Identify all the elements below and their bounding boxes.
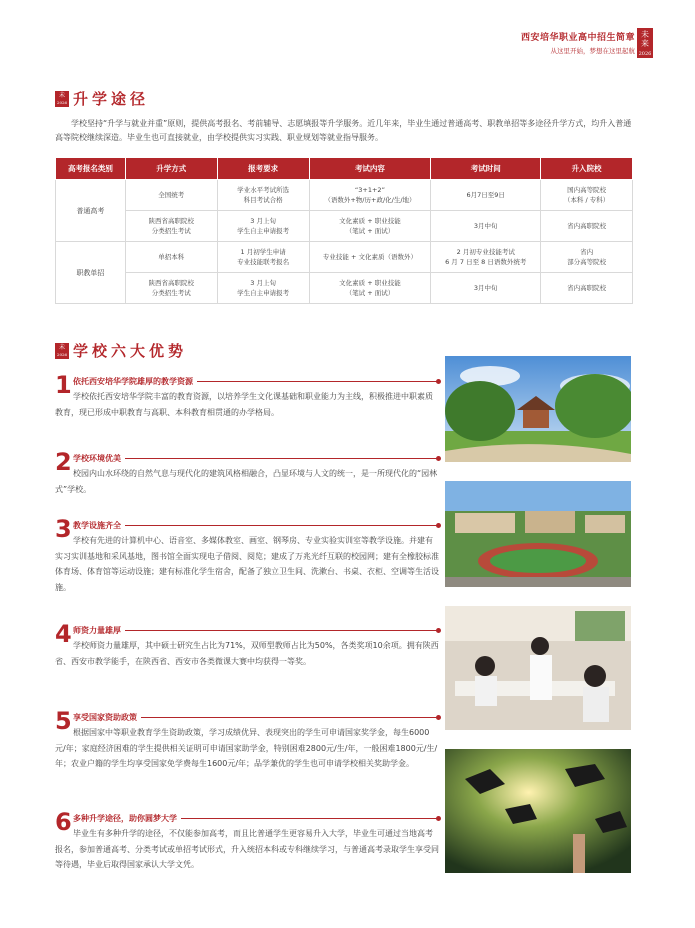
page-header bbox=[521, 30, 635, 55]
table-cell: 省内高职院校 bbox=[541, 211, 633, 242]
advantage-number: 2 bbox=[55, 448, 72, 476]
divider bbox=[125, 525, 439, 526]
table-cell: “3+1+2” （语数外+物/历+政/化/生/地） bbox=[309, 180, 431, 211]
advantage-title: 依托西安培华学院雄厚的教学资源 bbox=[73, 377, 193, 386]
pathways-table bbox=[55, 157, 633, 304]
logo-year: 2026 bbox=[638, 51, 652, 57]
graduation-caps-photo bbox=[445, 749, 631, 873]
advantage-title: 师资力量雄厚 bbox=[73, 626, 121, 635]
advantage-body: 学校依托西安培华学院丰富的教育资源，以培养学生文化课基础和职业能力为主线，积极推进中职素质教育，现已形成中职教育与高职、本科教育相贯通的办学格局。 bbox=[55, 392, 433, 417]
table-header: 升学方式 bbox=[125, 158, 217, 180]
table-cell: 3月中旬 bbox=[431, 273, 541, 304]
advantage-title: 多种升学途径，助你圆梦大学 bbox=[73, 814, 177, 823]
advantage-number: 4 bbox=[55, 620, 72, 648]
table-row bbox=[56, 242, 633, 273]
advantage-body: 根据国家中等职业教育学生资助政策，学习成绩优异、表现突出的学生可申请国家奖学金，每生6000元/年；家庭经济困难的学生提供相关证明可申请国家助学金，特别困难2800元/生/年，一般困难1800元/生/年；农业户籍的学生均享受国家免学费每生1600元/年；品学兼优的学生也可申请学校相关奖助学金。 bbox=[55, 728, 438, 768]
campus-aerial-photo bbox=[445, 481, 631, 587]
logo-char: 来 bbox=[641, 39, 649, 48]
table-cell: 学业水平考试所选 科目考试合格 bbox=[217, 180, 309, 211]
table-row bbox=[56, 273, 633, 304]
campus-pavilion-photo bbox=[445, 356, 631, 462]
table-header: 考试时间 bbox=[431, 158, 541, 180]
section-title-pathways bbox=[55, 88, 149, 109]
advantage-number: 3 bbox=[55, 515, 72, 543]
table-header: 高考报名类别 bbox=[56, 158, 126, 180]
table-row bbox=[56, 211, 633, 242]
divider bbox=[181, 818, 439, 819]
table-header-row bbox=[56, 158, 633, 180]
advantage-number: 6 bbox=[55, 808, 72, 836]
section-title-advantages bbox=[55, 340, 187, 361]
brochure-title: 西安培华职业高中招生简章 bbox=[520, 33, 635, 43]
table-cell: 1 月初学生申请 专业技能联考报名 bbox=[217, 242, 309, 273]
advantage-number: 5 bbox=[55, 707, 72, 735]
advantage-body: 学校师资力量雄厚，其中硕士研究生占比为71%，双师型教师占比为50%，各类奖项10余项。拥有陕西省、西安市教学能手，在陕西省、西安市各类微课大赛中均获得一等奖。 bbox=[55, 641, 439, 666]
logo-char: 未 bbox=[641, 30, 649, 39]
divider bbox=[125, 458, 439, 459]
table-cell: 陕西省高职院校 分类招生考试 bbox=[125, 273, 217, 304]
table-cell: 文化素质 + 职业技能 （笔试 + 面试） bbox=[309, 273, 431, 304]
table-cell: 2 月初专业技能考试 6 月 7 日至 8 日语数外统考 bbox=[431, 242, 541, 273]
brochure-slogan: 从这里开始，梦想在这里起航 bbox=[550, 47, 635, 55]
table-cell: 省内高职院校 bbox=[541, 273, 633, 304]
advantage-number: 1 bbox=[55, 371, 72, 399]
table-cell: 3 月上旬 学生自主申请报考 bbox=[217, 211, 309, 242]
table-cell: 陕西省高职院校 分类招生考试 bbox=[125, 211, 217, 242]
table-cell: 国内高等院校 （本科 / 专科） bbox=[541, 180, 633, 211]
table-cell: 3 月上旬 学生自主申请报考 bbox=[217, 273, 309, 304]
table-header: 报考要求 bbox=[217, 158, 309, 180]
logo-badge bbox=[637, 28, 653, 58]
section-badge: 未 2026 bbox=[56, 91, 68, 105]
section-heading: 升学途径 bbox=[73, 90, 150, 108]
pathways-intro: 学校坚持“升学与就业并重”原则，提供高考报名、考前辅导、志愿填报等升学服务。近几年来，毕业生通过普通高考、职教单招等多途径升学方式，均升入普通高等院校继续深造。毕业生也可直接就业，由学校提供实习实践、职业规划等就业指导服务。 bbox=[55, 119, 632, 142]
table-header: 升入院校 bbox=[541, 158, 633, 180]
section-badge: 未 2026 bbox=[56, 343, 68, 357]
advantage-title: 教学设施齐全 bbox=[73, 521, 121, 530]
advantage-body: 毕业生有多种升学的途径，不仅能参加高考，而且比普通学生更容易升入大学，毕业生可通过当地高考报名，参加普通高考、分类考试或单招考试形式，升入统招本科或专科继续学习，与普通高考录取学生享受同等待遇，毕业后取得国家承认大学文凭。 bbox=[55, 829, 439, 869]
classroom-photo bbox=[445, 606, 631, 730]
table-row bbox=[56, 180, 633, 211]
table-cell: 文化素质 + 职业技能 （笔试 + 面试） bbox=[309, 211, 431, 242]
table-header: 考试内容 bbox=[309, 158, 431, 180]
divider bbox=[141, 717, 439, 718]
table-cell: 单招本科 bbox=[125, 242, 217, 273]
section-heading: 学校六大优势 bbox=[73, 342, 188, 360]
divider bbox=[125, 630, 439, 631]
advantage-title: 学校环境优美 bbox=[73, 454, 121, 463]
advantage-title: 享受国家资助政策 bbox=[73, 713, 137, 722]
advantage-body: 校园内山水环绕的自然气息与现代化的建筑风格相融合，凸显环境与人文的统一，是一所现代化的“园林式”学校。 bbox=[55, 469, 438, 494]
table-cell: 专业技能 + 文化素质（语数外） bbox=[309, 242, 431, 273]
divider bbox=[197, 381, 439, 382]
table-cell-category: 职教单招 bbox=[56, 242, 126, 304]
table-cell: 省内 部分高等院校 bbox=[541, 242, 633, 273]
table-cell: 全国统考 bbox=[125, 180, 217, 211]
table-cell: 6月7日至9日 bbox=[431, 180, 541, 211]
table-cell: 3月中旬 bbox=[431, 211, 541, 242]
advantage-body: 学校有先进的计算机中心、语音室、多媒体教室、画室、钢琴房、专业实验实训室等教学设施。并建有实习实训基地和采风基地，图书馆全面实现电子借阅、阅览；建成了万兆光纤互联的校园网；建有全橡胶标准体育场、体育馆等运动设施；建有标准化学生宿舍，配备了独立卫生间、洗漱台、书桌、衣柜、空调等生活设施。 bbox=[55, 536, 439, 592]
table-cell-category: 普通高考 bbox=[56, 180, 126, 242]
